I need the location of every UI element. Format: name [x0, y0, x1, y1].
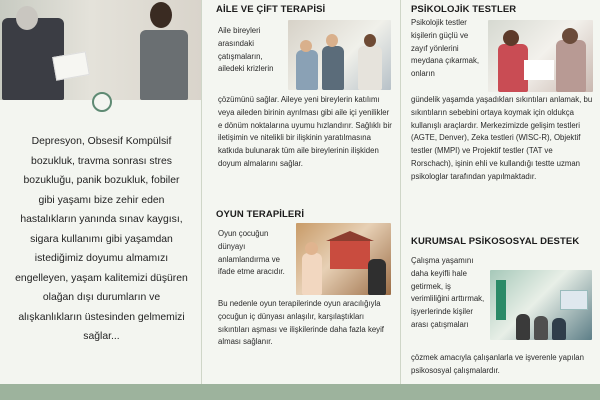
child-figure — [302, 253, 322, 295]
presentation-screen — [560, 290, 588, 310]
adult-figure — [368, 259, 386, 295]
dollhouse — [330, 239, 370, 269]
family-member-1 — [296, 50, 318, 90]
family-member-1-head — [300, 40, 312, 52]
child-head — [305, 242, 318, 255]
audience-3 — [552, 318, 566, 340]
play-therapy-intro: Oyun çocuğun dünyayı anlamlandırma ve ifade etme aracıdır. — [218, 229, 285, 277]
family-therapy-body: çözümünü sağlar. Aileye yeni bireylerin katılımı veya aileden birinin ayrılması gibi aile içi yenilikler e dönüm noktalarına uyumu hızlandırır. Sağlıklı bir iletişimin ve nitelikli bir ilişkinin yaratılmasına katkıda bulunarak tüm aile bireylerinin ilişkiden doyum almalarını sağlar. — [218, 95, 392, 168]
audience-1 — [516, 314, 530, 340]
psychological-tests-body: gündelik yaşamda yaşadıkları sıkıntıları anlamak, bu sıkıntıların sebebini ortaya koymak için oldukça kullanışlı araçlardır. Merkezimizde gelişim testleri (AGTE, Denver), Zeka testleri (WISC-R), Objektif testler (MMPI) ve Projektif testler (TAT ve Rorschach), işinin ehli ve kullandığı testte uzman psikologlar tarafından yapılmaktadır. — [411, 95, 593, 181]
play-therapy-title: OYUN TERAPİLERİ — [216, 209, 305, 220]
corporate-support-body: çözmek amacıyla çalışanlarla ve işverenle yapılan psikososyal çalışmalardır. — [411, 353, 584, 375]
family-therapy-title: AİLE VE ÇİFT TERAPİSİ — [216, 4, 326, 15]
psychological-tests-title: PSİKOLOJİK TESTLER — [411, 4, 517, 15]
therapy-session-photo — [0, 0, 201, 100]
audience-2 — [534, 316, 548, 340]
notebook — [52, 51, 90, 81]
psychologist-head — [562, 28, 578, 44]
right-panel — [400, 0, 600, 384]
therapist-head — [16, 6, 38, 30]
family-member-2-head — [326, 34, 338, 47]
psychological-test-photo — [488, 20, 593, 92]
psychological-tests-intro: Psikolojik testler kişilerin güçlü ve zayıf yönlerini meydana çıkarmak, onların — [411, 18, 480, 79]
banner — [496, 280, 506, 320]
middle-panel — [201, 0, 400, 384]
test-sheet — [524, 60, 554, 80]
client-head — [150, 2, 172, 28]
corporate-support-intro: Çalışma yaşamını daha keyifli hale getirmek, iş verimliliğini arttırmak, işyerlerinde kişiler arası çatışmaları — [411, 256, 485, 329]
dollhouse-roof — [326, 231, 374, 241]
play-therapy-photo — [296, 223, 391, 295]
student-head — [503, 30, 519, 46]
family-therapy-intro: Aile bireyleri arasındaki çatışmaların, ailedeki krizlerin — [218, 26, 274, 74]
psychologist-figure — [556, 40, 586, 92]
decorative-circle-icon — [92, 92, 112, 112]
footer-band — [0, 384, 600, 400]
client-figure — [140, 30, 188, 100]
family-member-3-head — [364, 34, 376, 47]
family-therapy-photo — [288, 20, 391, 90]
family-member-3 — [358, 46, 382, 90]
corporate-support-title: KURUMSAL PSİKOSOSYAL DESTEK — [411, 236, 580, 247]
family-member-2 — [322, 46, 344, 90]
left-panel — [0, 0, 201, 384]
intro-paragraph: Depresyon, Obsesif Kompülsif bozukluk, travma sonrası stres bozukluğu, panik bozukluk, fobiler gibi yaşamı bize zehir eden hastalıkların yanında sınav kaygısı, sigara kullanımı gibi yaşamdan istediğimiz doyumu almamızı engelleyen, yaşam kalitemizi düşüren olağan dışı durumların ve alışkanlıkların üstesinden gelmemizi sağlar... — [15, 136, 188, 342]
play-therapy-body: Bu nedenle oyun terapilerinde oyun aracılığıyla çocuğun iç dünyası anlaşılır, karşılaştıkları sıkıntıları aşması ve ilişkilerinde daha fazla keyif alması sağlanır. — [218, 299, 384, 347]
corporate-seminar-photo — [490, 270, 592, 340]
